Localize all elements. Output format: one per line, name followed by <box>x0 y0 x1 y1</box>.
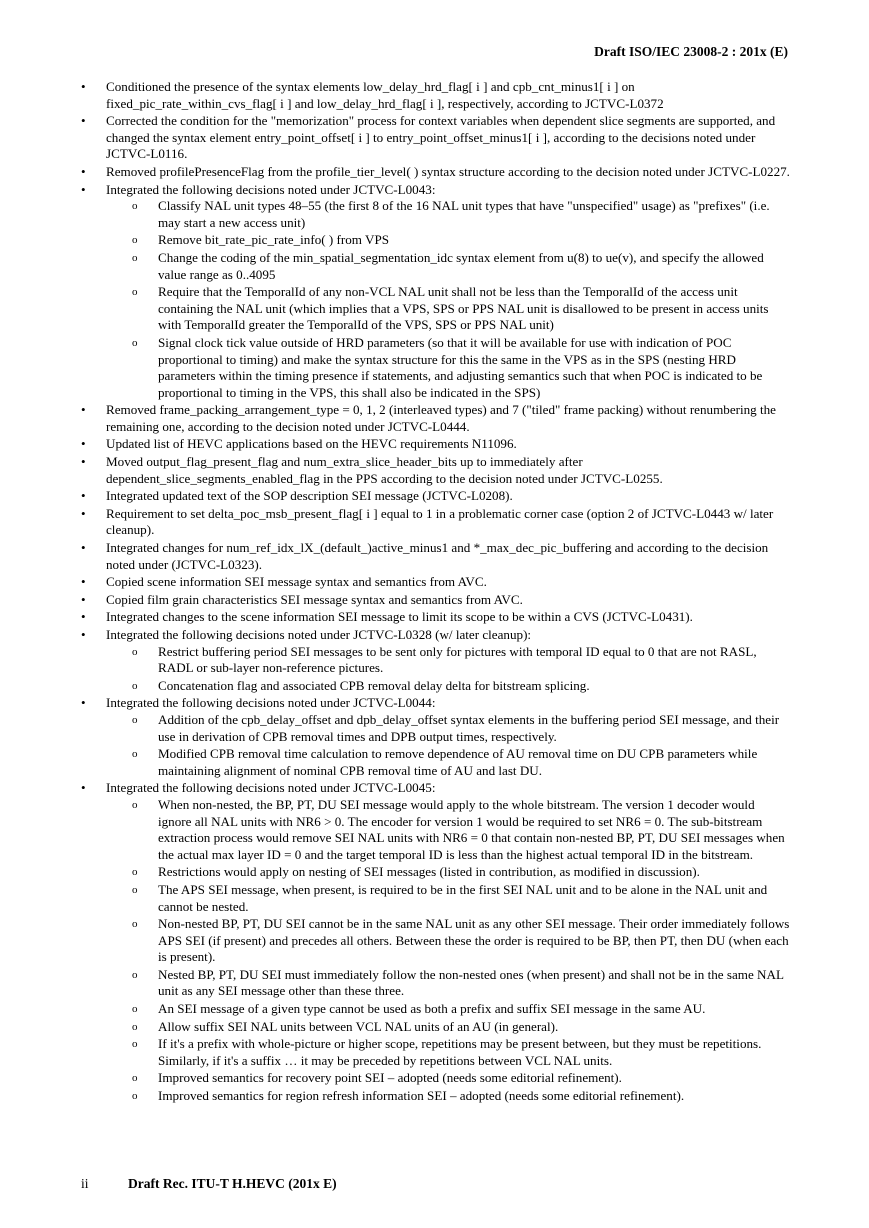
list-item <box>81 609 791 626</box>
circle-bullet-icon: o <box>132 968 138 981</box>
bullet-icon: • <box>81 591 86 607</box>
list-item-text: Moved output_flag_present_flag and num_extra_slice_header_bits up to immediately after dependent_slice_segments_enabled_flag in the PPS according to the decision noted under JCTVC-L0255. <box>106 454 663 486</box>
change-list <box>81 79 791 1106</box>
list-item <box>81 436 791 453</box>
list-item-text: Copied film grain characteristics SEI message syntax and semantics from AVC. <box>106 591 523 607</box>
list-item-text: Requirement to set delta_poc_msb_present_flag[ i ] equal to 1 in a problematic corner case (option 2 of JCTVC-L0443 w/ later cleanup). <box>106 505 774 538</box>
sub-list-item <box>132 1036 791 1069</box>
circle-bullet-icon: o <box>132 251 138 264</box>
sub-list <box>132 198 791 401</box>
list-item-text: Integrated updated text of the SOP description SEI message (JCTVC-L0208). <box>106 488 513 504</box>
circle-bullet-icon: o <box>132 918 138 931</box>
list-item-text: Removed frame_packing_arrangement_type = 0, 1, 2 (interleaved types) and 7 ("tiled" frame packing) without renumbering the remaining one, according to the decision noted under JCTVC-L0444. <box>106 402 776 434</box>
circle-bullet-icon: o <box>132 883 138 896</box>
sub-list-item <box>132 797 791 863</box>
footer-title: Draft Rec. ITU-T H.HEVC (201x E) <box>128 1176 337 1191</box>
sub-list-item <box>132 967 791 1000</box>
bullet-icon: • <box>81 436 86 452</box>
list-item-text: Integrated the following decisions noted under JCTVC-L0328 (w/ later cleanup): <box>106 627 532 642</box>
sub-list-item-text: Restrictions would apply on nesting of SEI messages (listed in contribution, as modified in discussion). <box>158 864 700 880</box>
sub-list-item-text: Concatenation flag and associated CPB removal delay delta for bitstream splicing. <box>158 677 590 693</box>
sub-list <box>132 712 791 779</box>
sub-list-item-text: Improved semantics for recovery point SEI – adopted (needs some editorial refinement). <box>158 1070 622 1086</box>
circle-bullet-icon: o <box>132 1090 138 1103</box>
list-item <box>81 113 791 163</box>
page-footer <box>81 1176 337 1192</box>
bullet-icon: • <box>81 695 86 711</box>
bullet-icon: • <box>81 163 86 179</box>
sub-list-item <box>132 198 791 231</box>
sub-list-item <box>132 1088 791 1105</box>
sub-list-item <box>132 746 791 779</box>
list-item <box>81 506 791 539</box>
sub-list-item-text: When non-nested, the BP, PT, DU SEI message would apply to the whole bitstream. The version 1 decoder would ignore all NAL units with NR6 > 0. The encoder for version 1 would be required to set NR6 = 0. The sub-bitstream extraction process would remove SEI NAL units with NR6 = 0 that contain non-nested BP, PT, DU SEI messages when the actual max layer ID = 0 and the target temporal ID is less than the highest actual temporal ID in the bitstream. <box>158 796 785 862</box>
sub-list-item-text: Signal clock tick value outside of HRD parameters (so that it will be available for use with indication of POC proportional to timing) and make the syntax structure for this the same in the VPS as in the SPS (nesting HRD parameters within the timing presence if statements, and adjusting semantics such that when POC is indicated to be proportional to timing in the VPS, this shall also be indicated in the SPS) <box>158 334 763 400</box>
page-header-title: Draft ISO/IEC 23008-2 : 201x (E) <box>594 44 788 59</box>
bullet-list <box>81 79 791 1105</box>
circle-bullet-icon: o <box>132 866 138 879</box>
list-item-text: Integrated the following decisions noted under JCTVC-L0044: <box>106 695 436 711</box>
list-item-text: Removed profilePresenceFlag from the profile_tier_level( ) syntax structure according to the decision noted under JCTVC-L0227. <box>106 163 790 179</box>
bullet-icon: • <box>81 574 86 590</box>
sub-list-item-text: Addition of the cpb_delay_offset and dpb_delay_offset syntax elements in the buffering period SEI message, and their use in derivation of CPB removal times and DPB output times, respectively. <box>158 711 780 744</box>
list-item <box>81 79 791 112</box>
list-item-text: Integrated the following decisions noted under JCTVC-L0043: <box>106 181 436 197</box>
circle-bullet-icon: o <box>132 234 138 247</box>
sub-list-item-text: Non-nested BP, PT, DU SEI cannot be in the same NAL unit as any other SEI message. Their order immediately follows APS SEI (if present) and precedes all others. Between these the order is required to be BP, then PT, then DU (when each is present). <box>158 916 790 965</box>
sub-list-item-text: Allow suffix SEI NAL units between VCL NAL units of an AU (in general). <box>158 1018 559 1034</box>
sub-list-item <box>132 882 791 915</box>
sub-list-item <box>132 232 791 249</box>
bullet-icon: • <box>81 505 86 521</box>
list-item-text: Corrected the condition for the "memorization" process for context variables when dependent slice segments are supported, and changed the syntax element entry_point_offset[ i ] to entry_point_offset_minus1[ i ], according to the decisions noted under JCTVC-L0116. <box>106 113 776 162</box>
list-item-text: Conditioned the presence of the syntax elements low_delay_hrd_flag[ i ] and cpb_cnt_minus1[ i ] on fixed_pic_rate_within_cvs_flag[ i ] and low_delay_hrd_flag[ i ], respectively, according to JCTVC-L0372 <box>106 79 664 111</box>
circle-bullet-icon: o <box>132 1003 138 1016</box>
sub-list-item <box>132 1070 791 1087</box>
list-item <box>81 780 791 1104</box>
list-item <box>81 454 791 487</box>
sub-list-item <box>132 864 791 881</box>
circle-bullet-icon: o <box>132 645 138 658</box>
list-item <box>81 488 791 505</box>
list-item <box>81 627 791 694</box>
circle-bullet-icon: o <box>132 713 138 726</box>
bullet-icon: • <box>81 113 86 129</box>
bullet-icon: • <box>81 181 86 197</box>
bullet-icon: • <box>81 454 86 470</box>
list-item-text: Integrated the following decisions noted under JCTVC-L0045: <box>106 780 436 796</box>
list-item <box>81 164 791 181</box>
list-item-text: Updated list of HEVC applications based on the HEVC requirements N11096. <box>106 436 517 452</box>
page-number: ii <box>81 1176 89 1191</box>
sub-list-item-text: Modified CPB removal time calculation to remove dependence of AU removal time on DU CPB parameters while maintaining alignment of nominal CPB removal time of AU and last DU. <box>158 746 758 778</box>
circle-bullet-icon: o <box>132 1038 138 1051</box>
sub-list-item-text: Improved semantics for region refresh information SEI – adopted (needs some editorial refinement). <box>158 1088 685 1104</box>
sub-list-item-text: Change the coding of the min_spatial_segmentation_idc syntax element from u(8) to ue(v), and specify the allowed value range as 0..4095 <box>158 249 764 282</box>
circle-bullet-icon: o <box>132 1020 138 1033</box>
sub-list-item <box>132 644 791 677</box>
circle-bullet-icon: o <box>132 200 138 213</box>
list-item-text: Copied scene information SEI message syntax and semantics from AVC. <box>106 574 487 590</box>
circle-bullet-icon: o <box>132 748 138 761</box>
list-item <box>81 592 791 609</box>
sub-list-item <box>132 1019 791 1036</box>
sub-list-item <box>132 335 791 401</box>
bullet-icon: • <box>81 402 86 418</box>
list-item <box>81 695 791 779</box>
list-item-text: Integrated changes to the scene information SEI message to limit its scope to be within a CVS (JCTVC-L0431). <box>106 609 693 625</box>
bullet-icon: • <box>81 780 86 796</box>
sub-list-item <box>132 284 791 334</box>
circle-bullet-icon: o <box>132 286 138 299</box>
sub-list <box>132 644 791 695</box>
sub-list-item-text: Restrict buffering period SEI messages to be sent only for pictures with temporal ID equal to 0 that are not RASL, RADL or sub-layer non-reference pictures. <box>158 643 757 676</box>
sub-list <box>132 797 791 1105</box>
sub-list-item <box>132 712 791 745</box>
list-item <box>81 540 791 573</box>
list-item <box>81 574 791 591</box>
circle-bullet-icon: o <box>132 798 138 811</box>
sub-list-item-text: If it's a prefix with whole-picture or higher scope, repetitions may be present between, but they must be repetitions. Similarly, if it's a suffix … it may be preceded by repetitions between VCL NAL units. <box>158 1036 762 1068</box>
sub-list-item-text: Classify NAL unit types 48–55 (the first 8 of the 16 NAL unit types that have "unspecified" usage) as "prefixes" (i.e. may start a new access unit) <box>158 198 770 230</box>
circle-bullet-icon: o <box>132 679 138 692</box>
sub-list-item-text: An SEI message of a given type cannot be used as both a prefix and suffix SEI message in the same AU. <box>158 1001 706 1017</box>
sub-list-item <box>132 678 791 695</box>
sub-list-item-text: Remove bit_rate_pic_rate_info( ) from VPS <box>158 232 390 248</box>
bullet-icon: • <box>81 627 86 642</box>
list-item <box>81 402 791 435</box>
bullet-icon: • <box>81 540 86 556</box>
bullet-icon: • <box>81 488 86 504</box>
list-item-text: Integrated changes for num_ref_idx_lX_(default_)active_minus1 and *_max_dec_pic_buffering and according to the decision noted under (JCTVC-L0323). <box>106 540 769 572</box>
sub-list-item <box>132 1001 791 1018</box>
sub-list-item <box>132 250 791 283</box>
sub-list-item <box>132 916 791 966</box>
sub-list-item-text: Nested BP, PT, DU SEI must immediately follow the non-nested ones (when present) and shall not be in the same NAL unit as any SEI message other than these three. <box>158 966 784 999</box>
sub-list-item-text: Require that the TemporalId of any non-VCL NAL unit shall not be less than the TemporalId of the access unit containing the NAL unit (which implies that a VPS, SPS or PPS NAL unit is disallowed to be present in access units with TemporalId greater the TemporalId of the VPS, SPS or PPS NAL unit) <box>158 284 769 333</box>
list-item <box>81 182 791 402</box>
circle-bullet-icon: o <box>132 336 138 349</box>
bullet-icon: • <box>81 609 86 625</box>
bullet-icon: • <box>81 79 86 94</box>
sub-list-item-text: The APS SEI message, when present, is required to be in the first SEI NAL unit and to be alone in the NAL unit and cannot be nested. <box>158 881 768 914</box>
circle-bullet-icon: o <box>132 1072 138 1085</box>
